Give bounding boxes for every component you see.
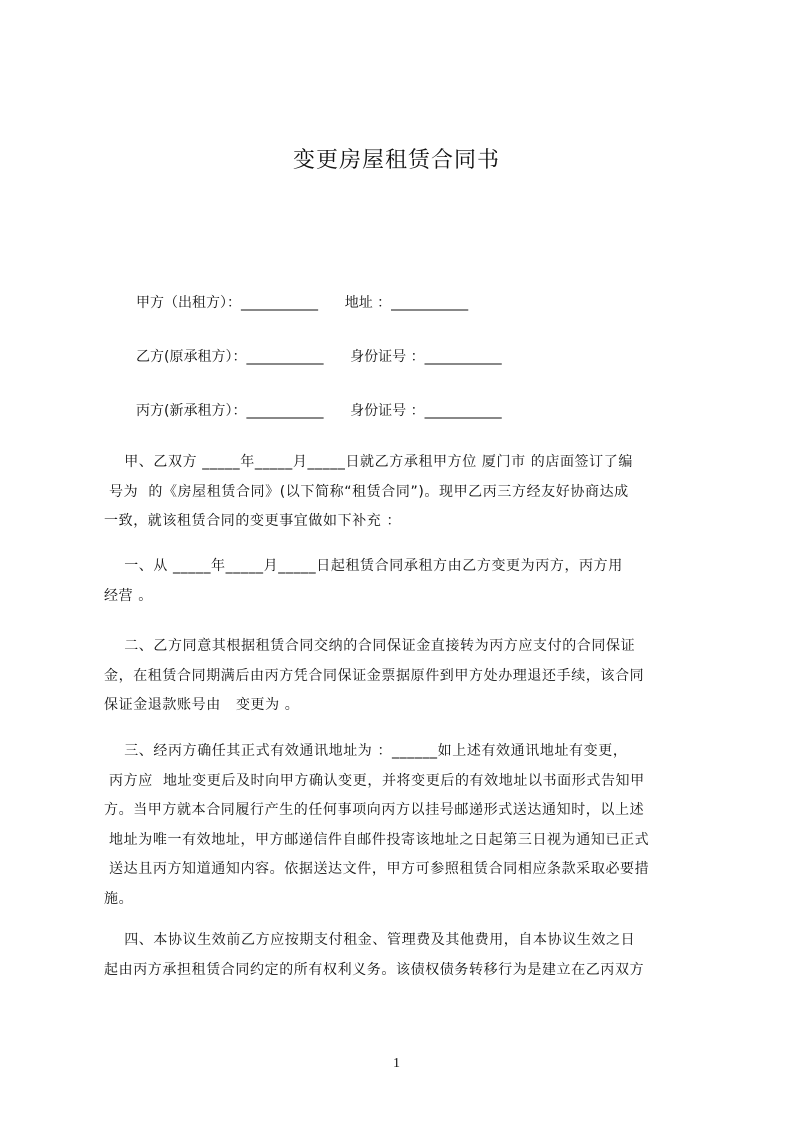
- paragraph-line: 保证金退款账号由 变更为 。: [104, 697, 300, 713]
- paragraph-line: 经营 。: [104, 587, 153, 604]
- paragraph-line: 施。: [104, 890, 134, 907]
- paragraph-line: 四、本协议生效前乙方应按期支付租金、管理费及其他费用，自本协议生效之日: [104, 932, 636, 948]
- page-number: 1: [393, 1056, 400, 1071]
- clause-3-paragraph: [104, 737, 701, 914]
- party-a-line: 甲方（出租方）：___________ 地址 ：___________: [136, 295, 469, 311]
- paragraph-line: 一、从 _____年_____月_____日起租赁合同承租方由乙方变更为丙方，丙方用: [104, 558, 623, 574]
- clause-4-paragraph: [104, 926, 701, 985]
- paragraph-line: 地址为唯一有效地址，甲方邮递信件自邮件投寄该地址之日起第三日视为通知已正式: [104, 831, 650, 848]
- paragraph-line: 三、经丙方确任其正式有效通讯地址为 ：______如上述有效通讯地址有变更，: [104, 743, 628, 759]
- paragraph-line: 号为 的《房屋租赁合同》(以下简称“租赁合同”)。现甲乙丙三方经友好协商达成: [104, 483, 629, 500]
- clause-2-paragraph: [104, 632, 701, 721]
- party-c-line: 丙方(新承租方）：___________ 身份证号 ：___________: [136, 403, 502, 419]
- paragraph-line: 送达且丙方知道通知内容。依据送达文件，甲方可参照租赁合同相应条款采取必要措: [104, 861, 650, 877]
- paragraph-line: 二、乙方同意其根据租赁合同交纳的合同保证金直接转为丙方应支付的合同保证: [104, 638, 636, 654]
- paragraph-line: 甲、乙双方 _____年_____月_____日就乙方承租甲方位 厦门市 的店面签订了编: [104, 454, 633, 470]
- document-title: 变更房屋租赁合同书: [292, 148, 500, 173]
- paragraph-line: 丙方应 地址变更后及时向甲方确认变更，并将变更后的有效地址以书面形式告知甲: [104, 772, 645, 789]
- paragraph-line: 一致，就该租赁合同的变更事宜做如下补充 ：: [104, 513, 402, 529]
- clause-1-paragraph: [104, 552, 701, 611]
- party-b-line: 乙方(原承租方）：___________ 身份证号 ：___________: [136, 349, 502, 365]
- paragraph-line: 金，在租赁合同期满后由丙方凭合同保证金票据原件到甲方处办理退还手续，该合同: [104, 667, 645, 684]
- paragraph-line: 方。当甲方就本合同履行产生的任何事项向丙方以挂号邮递形式送达通知时，以上述: [104, 802, 645, 818]
- paragraph-line: 起由丙方承担租赁合同约定的所有权利义务。该债权债务转移行为是建立在乙丙双方: [104, 961, 645, 978]
- intro-paragraph: [104, 448, 701, 537]
